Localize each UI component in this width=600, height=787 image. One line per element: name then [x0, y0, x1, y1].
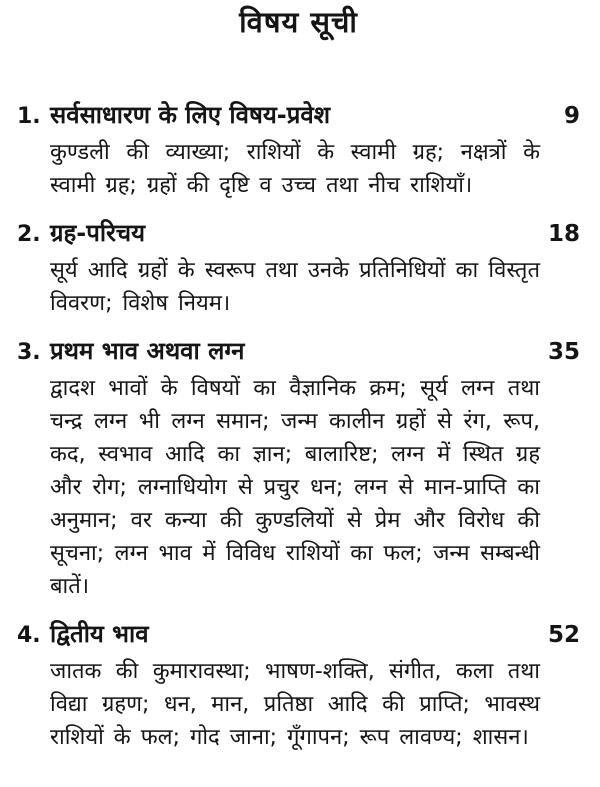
- entry-number: 1.: [17, 104, 41, 129]
- toc-entry: [17, 334, 580, 603]
- toc-entry-head: [17, 334, 580, 370]
- toc-list: [17, 98, 580, 754]
- toc-entry-head: [17, 98, 580, 134]
- toc-entry-head: [17, 617, 580, 653]
- page-title: विषय सूची: [239, 5, 358, 39]
- entry-description: कुण्डली की व्याख्या; राशियों के स्वामी ग्रह; नक्षत्रों के स्वामी ग्रह; ग्रहों की दृष्टि व उच्च तथा नीच राशियाँ।: [50, 140, 540, 198]
- entry-title: सर्वसाधारण के लिए विषय-प्रवेश: [50, 101, 331, 129]
- entry-title: द्वितीय भाव: [50, 620, 149, 648]
- entry-number: 3.: [17, 340, 41, 365]
- entry-title: प्रथम भाव अथवा लग्न: [50, 337, 245, 365]
- toc-entry: [17, 98, 580, 202]
- entry-title: ग्रह-परिचय: [50, 219, 146, 247]
- entry-page-number: 52: [547, 622, 580, 648]
- entry-number: 2.: [17, 222, 41, 247]
- entry-number: 4.: [17, 623, 41, 648]
- toc-entry: [17, 617, 580, 754]
- entry-page-number: 9: [563, 103, 580, 129]
- entry-page-number: 35: [547, 339, 580, 365]
- entry-page-number: 18: [547, 221, 580, 247]
- entry-description: जातक की कुमारावस्था; भाषण-शक्ति, संगीत, कला तथा विद्या ग्रहण; धन, मान, प्रतिष्ठा आदि की प्राप्ति; भावस्थ राशियों के फल; गोद जाना; गूँगापन; रूप लावण्य; शासन।: [50, 659, 540, 750]
- entry-description: सूर्य आदि ग्रहों के स्वरूप तथा उनके प्रतिनिधियों का विस्तृत विवरण; विशेष नियम।: [50, 258, 540, 316]
- toc-entry: [17, 216, 580, 320]
- entry-description: द्वादश भावों के विषयों का वैज्ञानिक क्रम; सूर्य लग्न तथा चन्द्र लग्न भी लग्न समान; जन्म कालीन ग्रहों से रंग, रूप, कद, स्वभाव आदि का ज्ञान; बालारिष्ट; लग्न में स्थित ग्रह और रोग; लग्नाधियोग से प्रचुर धन; लग्न से मान-प्राप्ति का अनुमान; वर कन्या की कुण्डलियों से प्रेम और विरोध की सूचना; लग्न भाव में विविध राशियों का फल; जन्म सम्बन्धी बातें।: [50, 376, 540, 599]
- toc-entry-head: [17, 216, 580, 252]
